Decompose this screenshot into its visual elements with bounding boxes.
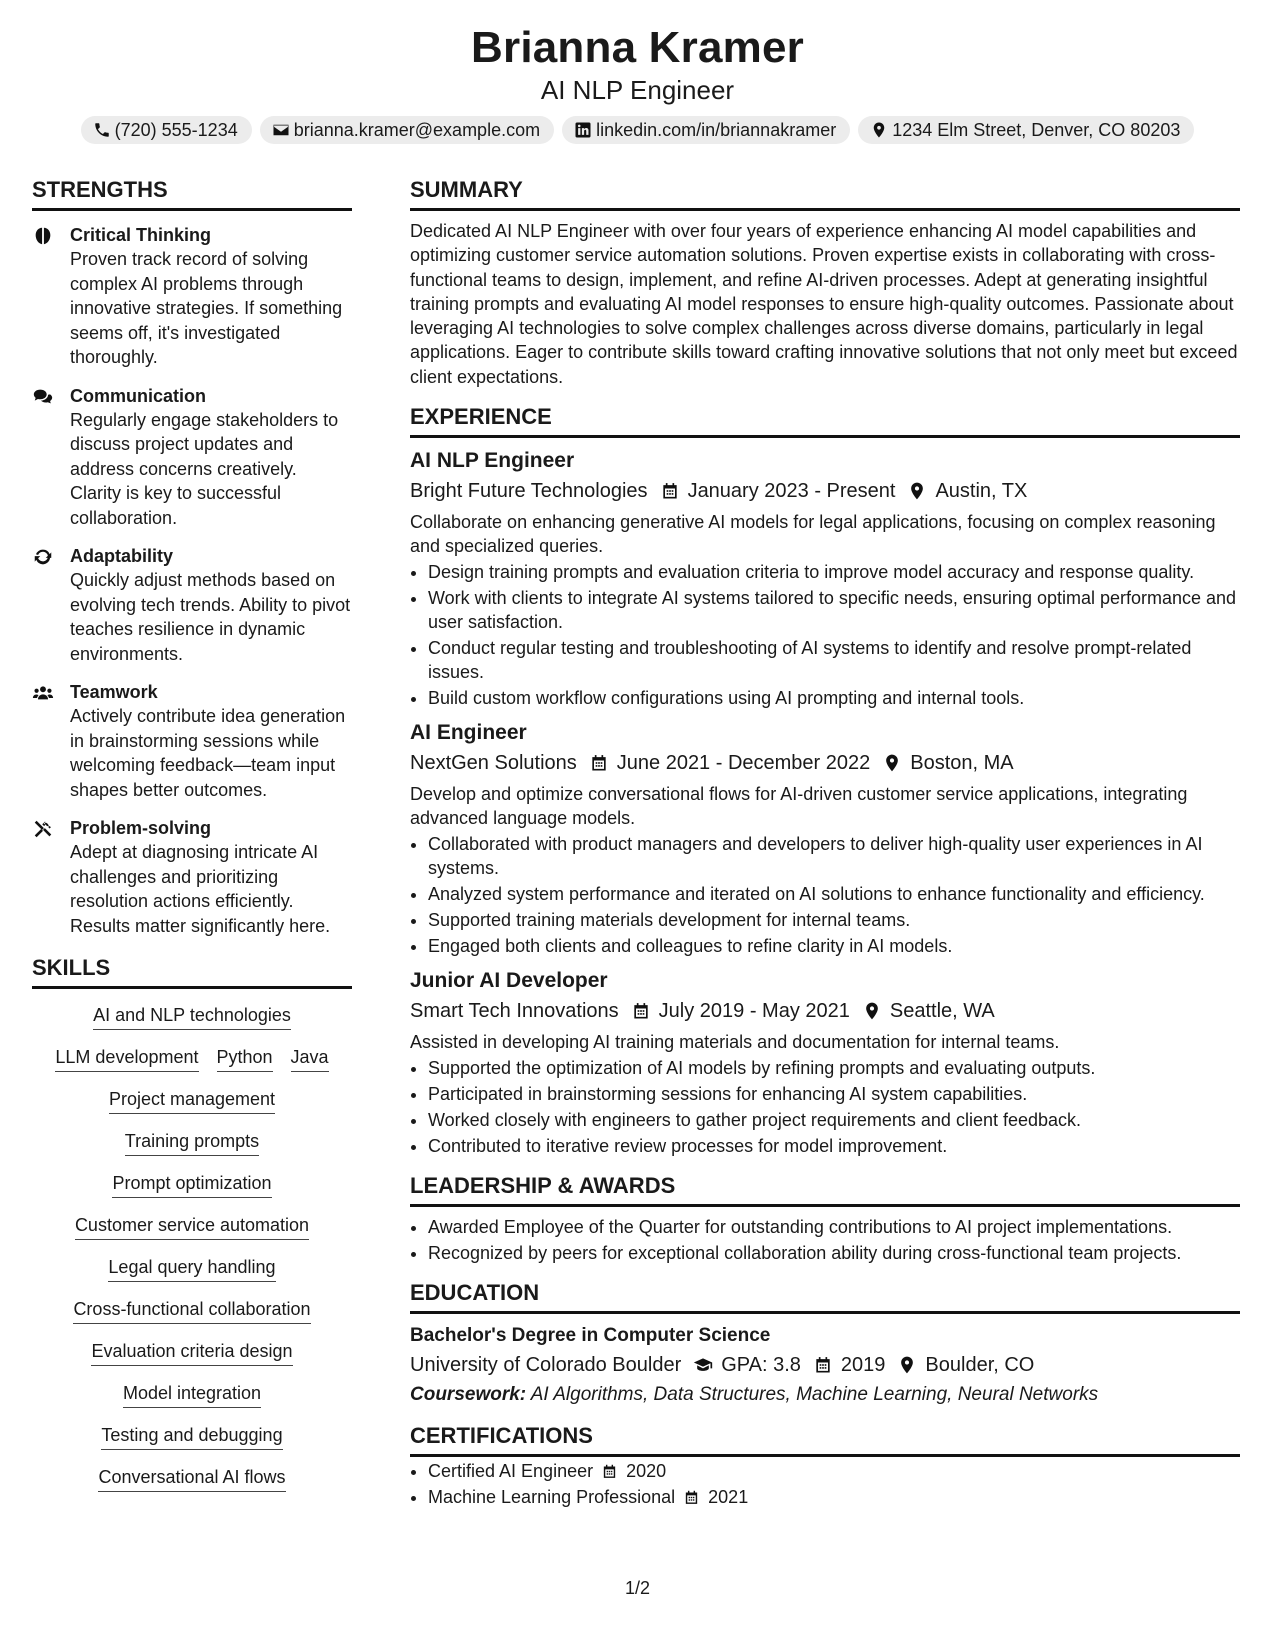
job-dates xyxy=(589,749,871,777)
strength-title: Critical Thinking xyxy=(70,225,212,245)
location-text: Boulder, CO xyxy=(925,1354,1035,1377)
map-pin-icon xyxy=(907,481,927,501)
map-pin-icon xyxy=(897,1355,917,1375)
map-pin-icon xyxy=(862,1001,882,1021)
linkedin-icon xyxy=(574,121,592,139)
skill-tag: Python xyxy=(217,1045,273,1072)
certifications-list xyxy=(410,1459,1240,1509)
coursework-text: AI Algorithms, Data Structures, Machine Learning, Neural Networks xyxy=(530,1384,1099,1406)
dates-text: January 2023 - Present xyxy=(687,480,896,503)
certification-item xyxy=(428,1485,1240,1509)
skill-tag: Prompt optimization xyxy=(112,1171,271,1198)
job-bullets xyxy=(410,1056,1240,1158)
resume-header xyxy=(0,0,1275,144)
calendar-icon xyxy=(660,481,680,501)
skill-tag: LLM development xyxy=(55,1045,198,1072)
calendar-icon xyxy=(813,1355,833,1375)
contact-phone[interactable] xyxy=(81,116,252,144)
certification-name: • Certified AI Engineer xyxy=(428,1461,594,1482)
job-bullet: • Worked closely with engineers to gather project requirements and client feedback. xyxy=(428,1108,1240,1132)
experience-entry xyxy=(410,968,1240,1158)
skill-tag: Project management xyxy=(109,1087,275,1114)
job-bullet: • Collaborated with product managers and developers to deliver high-quality user experiences in AI systems. xyxy=(428,832,1240,880)
email-text: brianna.kramer@example.com xyxy=(293,120,541,140)
skill-tag: Java xyxy=(291,1045,329,1072)
degree-title: Bachelor's Degree in Computer Science xyxy=(410,1325,771,1347)
job-bullet: • Supported the optimization of AI models by refining prompts and evaluating outputs. xyxy=(428,1056,1240,1080)
gpa-text: GPA: 3.8 xyxy=(721,1354,801,1377)
education-meta xyxy=(410,1351,1240,1379)
experience-entry xyxy=(410,720,1240,958)
award-item: • Recognized by peers for exceptional collaboration ability during cross-functional team projects. xyxy=(428,1241,1240,1265)
job-bullet: • Participated in brainstorming sessions for enhancing AI system capabilities. xyxy=(428,1082,1240,1106)
strength-title: Adaptability xyxy=(70,546,174,566)
summary-heading: SUMMARY xyxy=(410,176,1240,211)
strength-title: Communication xyxy=(70,385,207,406)
job-bullet: • Contributed to iterative review processes for model improvement. xyxy=(428,1134,1240,1158)
skill-tag: Evaluation criteria design xyxy=(91,1339,292,1366)
strength-desc: Actively contribute idea generation in brainstorming sessions while welcoming feedback—team input shapes better outcomes. xyxy=(70,706,346,800)
job-bullet: • Work with clients to integrate AI systems tailored to specific needs, ensuring optimal performance and user satisfaction. xyxy=(428,586,1240,634)
certification-name: • Machine Learning Professional xyxy=(428,1487,676,1508)
strength-desc: Quickly adjust methods based on evolving tech trends. Ability to pivot teaches resilience in dynamic environments. xyxy=(70,570,351,664)
location-text: Seattle, WA xyxy=(889,1000,995,1023)
education-heading: EDUCATION xyxy=(410,1279,1240,1314)
strength-item xyxy=(32,544,352,666)
strengths-heading: STRENGTHS xyxy=(32,176,352,211)
job-bullets xyxy=(410,832,1240,958)
job-bullet: • Engaged both clients and colleagues to refine clarity in AI models. xyxy=(428,934,1240,958)
job-description: Assisted in developing AI training materials and documentation for internal teams. xyxy=(410,1032,1060,1053)
chat-icon xyxy=(32,384,70,531)
graduation-year xyxy=(813,1351,886,1379)
dates-text: July 2019 - May 2021 xyxy=(658,1000,850,1023)
strength-desc: Adept at diagnosing intricate AI challenges and prioritizing resolution actions efficiently. Results matter significantly here. xyxy=(70,842,331,936)
contact-bar xyxy=(0,116,1275,144)
certifications-heading: CERTIFICATIONS xyxy=(410,1422,1240,1457)
job-description: Develop and optimize conversational flows for AI-driven customer service applications, integrating advanced language models. xyxy=(410,784,1188,829)
right-column xyxy=(410,176,1240,1511)
phone-icon xyxy=(93,121,111,139)
skill-tag: Conversational AI flows xyxy=(98,1465,285,1492)
company-name: Smart Tech Innovations xyxy=(410,1000,619,1023)
job-location xyxy=(907,477,1027,505)
strength-desc: Proven track record of solving complex AI problems through innovative strategies. If something seems off, it's investigated thoroughly. xyxy=(70,249,343,367)
strengths-list xyxy=(32,223,352,938)
contact-linkedin[interactable] xyxy=(562,116,850,144)
resume-body xyxy=(32,176,1243,1511)
job-dates xyxy=(660,477,896,505)
skill-tag: Cross-functional collaboration xyxy=(73,1297,310,1324)
graduation-cap-icon xyxy=(693,1355,713,1375)
location-text: Boston, MA xyxy=(910,752,1014,775)
skill-tag: Legal query handling xyxy=(108,1255,275,1282)
calendar-icon xyxy=(631,1001,651,1021)
strength-item xyxy=(32,384,352,531)
leadership-heading: LEADERSHIP & AWARDS xyxy=(410,1172,1240,1207)
contact-address[interactable] xyxy=(858,116,1194,144)
job-location xyxy=(862,997,995,1025)
job-title: Junior AI Developer xyxy=(410,969,608,993)
strength-item xyxy=(32,816,352,938)
certification-item xyxy=(428,1459,1240,1483)
coursework xyxy=(410,1382,1240,1408)
education-location xyxy=(897,1351,1034,1379)
strength-title: Problem-solving xyxy=(70,818,212,838)
gpa xyxy=(693,1351,801,1379)
year-text: 2019 xyxy=(840,1354,886,1377)
awards-list xyxy=(410,1215,1240,1265)
skill-tag: AI and NLP technologies xyxy=(93,1003,291,1030)
company-name: NextGen Solutions xyxy=(410,752,577,775)
calendar-icon xyxy=(683,1489,700,1506)
calendar-icon xyxy=(601,1463,618,1480)
company-name: Bright Future Technologies xyxy=(410,480,648,503)
experience-heading: EXPERIENCE xyxy=(410,403,1240,438)
job-bullets xyxy=(410,560,1240,710)
coursework-label: Coursework: xyxy=(410,1384,527,1406)
sync-icon xyxy=(32,544,70,666)
skills-heading: SKILLS xyxy=(32,954,352,989)
skill-tag: Model integration xyxy=(123,1381,261,1408)
address-text: 1234 Elm Street, Denver, CO 80203 xyxy=(892,120,1181,140)
tools-icon xyxy=(32,816,70,938)
job-title: AI Engineer xyxy=(410,721,527,745)
certification-year: 2021 xyxy=(708,1487,749,1508)
left-column xyxy=(32,176,352,1511)
calendar-icon xyxy=(589,753,609,773)
job-location xyxy=(882,749,1013,777)
job-dates xyxy=(631,997,850,1025)
linkedin-text: linkedin.com/in/briannakramer xyxy=(596,120,837,140)
phone-text: (720) 555-1234 xyxy=(114,120,238,140)
contact-email[interactable] xyxy=(260,116,554,144)
job-meta xyxy=(410,749,1240,777)
award-item: • Awarded Employee of the Quarter for outstanding contributions to AI project implementations. xyxy=(428,1215,1240,1239)
job-meta xyxy=(410,477,1240,505)
skill-tag: Testing and debugging xyxy=(101,1423,282,1450)
strength-item xyxy=(32,223,352,370)
job-bullet: • Conduct regular testing and troubleshooting of AI systems to identify and resolve prompt-related issues. xyxy=(428,636,1240,684)
envelope-icon xyxy=(272,121,290,139)
experience-entry xyxy=(410,448,1240,710)
dates-text: June 2021 - December 2022 xyxy=(616,752,871,775)
school-name: University of Colorado Boulder xyxy=(410,1354,682,1377)
skills-list xyxy=(32,1003,352,1492)
summary-text: Dedicated AI NLP Engineer with over four years of experience enhancing AI model capabilities and optimizing customer service automation solutions. Proven expertise exists in collaborating with cross-functional teams to design, implement, and refine AI-driven processes. Adept at generating insightful training prompts and evaluating AI model responses to ensure high-quality outcomes. Passionate about leveraging AI technologies to solve complex challenges across diverse domains, particularly in legal applications. Eager to contribute skills toward crafting innovative solutions that not only meet but exceed client expectations. xyxy=(410,221,1238,387)
strength-desc: Regularly engage stakeholders to discuss project updates and address concerns creatively. Clarity is key to successful collaboration. xyxy=(70,409,339,528)
users-icon xyxy=(32,680,70,802)
job-bullet: • Supported training materials development for internal teams. xyxy=(428,908,1240,932)
map-pin-icon xyxy=(882,753,902,773)
candidate-title: AI NLP Engineer xyxy=(540,75,735,105)
strength-item xyxy=(32,680,352,802)
certification-year: 2020 xyxy=(626,1461,667,1482)
skill-tag: Training prompts xyxy=(125,1129,259,1156)
job-bullet: • Design training prompts and evaluation criteria to improve model accuracy and response quality. xyxy=(428,560,1240,584)
page-number: 1/2 xyxy=(624,1578,651,1598)
job-bullet: • Analyzed system performance and iterated on AI solutions to enhance functionality and efficiency. xyxy=(428,882,1240,906)
skill-tag: Customer service automation xyxy=(75,1213,309,1240)
location-text: Austin, TX xyxy=(935,480,1028,503)
map-pin-icon xyxy=(870,121,888,139)
candidate-name: Brianna Kramer xyxy=(471,23,804,72)
brain-icon xyxy=(32,223,70,370)
strength-title: Teamwork xyxy=(70,682,158,702)
job-title: AI NLP Engineer xyxy=(410,449,575,473)
job-description: Collaborate on enhancing generative AI models for legal applications, focusing on complex reasoning and specialized queries. xyxy=(410,512,1216,557)
job-bullet: • Build custom workflow configurations using AI prompting and internal tools. xyxy=(428,686,1240,710)
job-meta xyxy=(410,997,1240,1025)
